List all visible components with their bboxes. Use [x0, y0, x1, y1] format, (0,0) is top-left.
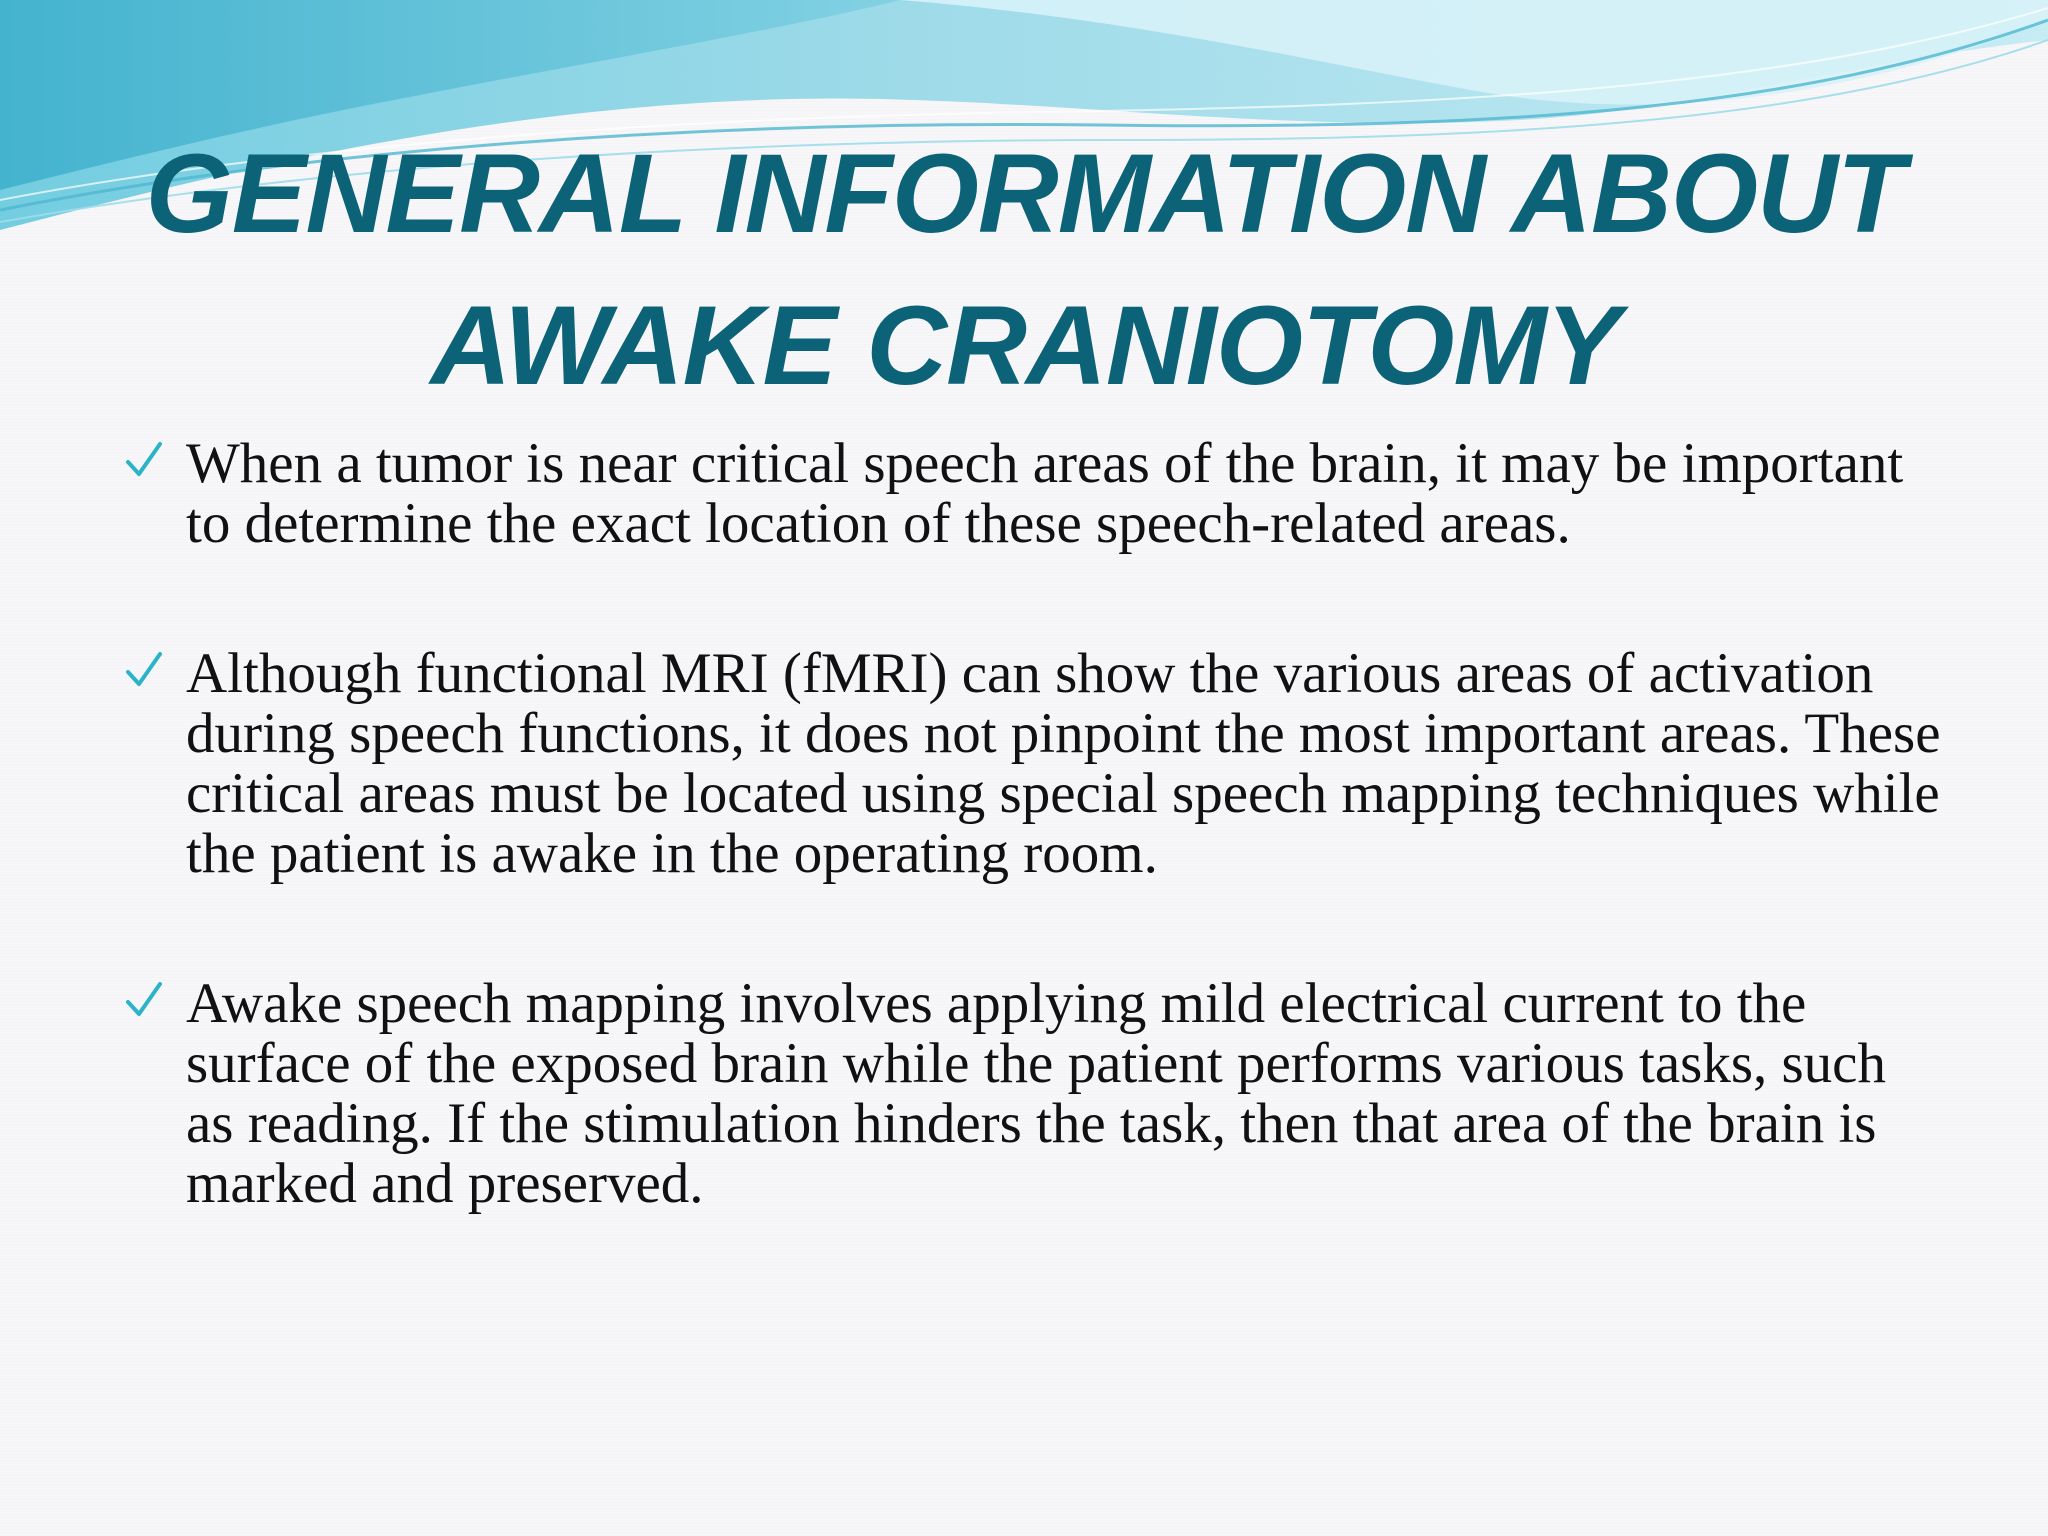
bullet-item [124, 974, 1944, 1214]
bullet-text: Although functional MRI (fMRI) can show the various areas of activation during speech functions, it does not pinpoint the most important areas. These critical areas must be located using special speech mapping techniques while the patient is awake in the operating room. [186, 642, 1941, 885]
bullet-text: When a tumor is near critical speech areas of the brain, it may be important to determine the exact location of these speech-related areas. [186, 432, 1904, 555]
bullet-list [124, 434, 1944, 1214]
slide-title [60, 118, 1990, 422]
bullet-item [124, 644, 1944, 884]
bullet-text: Awake speech mapping involves applying mild electrical current to the surface of the exposed brain while the patient performs various tasks, such as reading. If the stimulation hinders the task, then that area of the brain is marked and preserved. [186, 972, 1886, 1215]
checkmark-icon [124, 648, 164, 692]
slide-title-line-2: AWAKE CRANIOTOMY [430, 283, 1620, 408]
bullet-item [124, 434, 1944, 554]
checkmark-icon [124, 438, 164, 482]
slide-title-line-1: GENERAL INFORMATION ABOUT [145, 131, 1905, 256]
checkmark-icon [124, 978, 164, 1022]
